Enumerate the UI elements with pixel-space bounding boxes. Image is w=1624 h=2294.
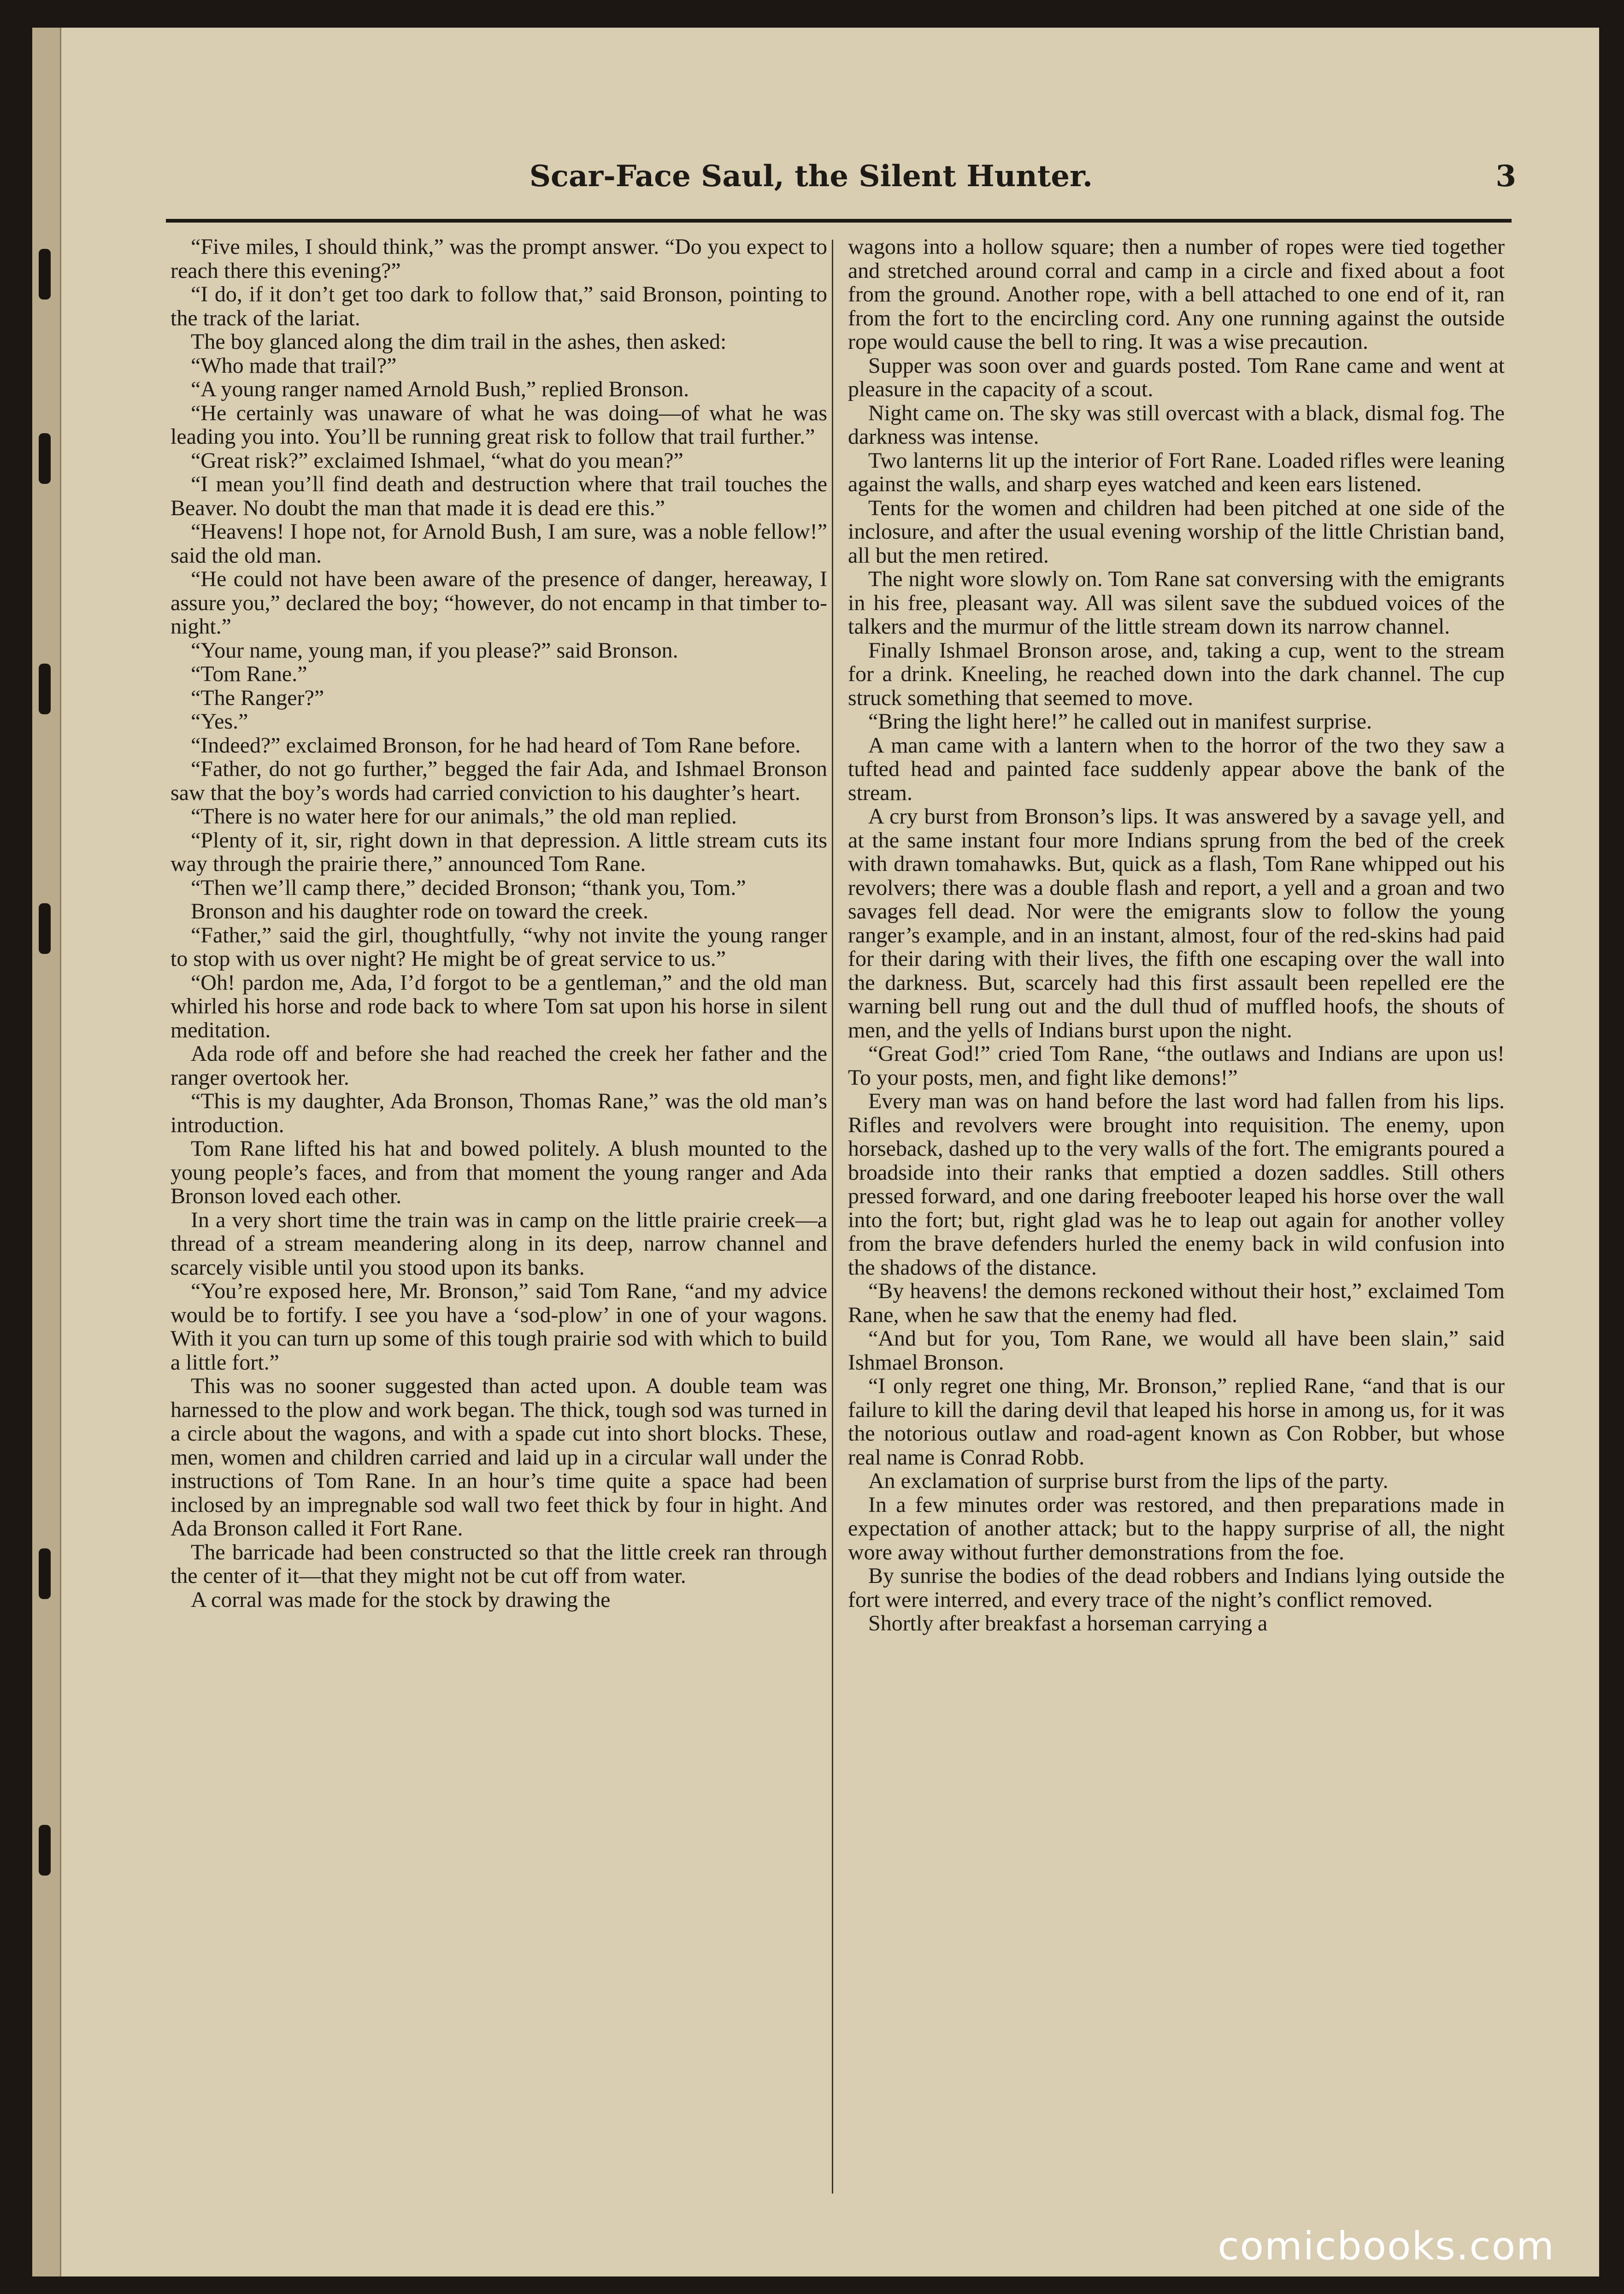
paragraph: “Heavens! I hope not, for Arnold Bush, I am sure, was a noble fellow!” said the old man. — [171, 519, 827, 568]
text-column-right — [848, 235, 1505, 2217]
paragraph: “Five miles, I should think,” was the prompt answer. “Do you expect to reach there this evening?” — [171, 235, 827, 283]
binding-stitch — [39, 903, 51, 954]
paragraph: “Great risk?” exclaimed Ishmael, “what do you mean?” — [191, 448, 683, 473]
paragraph: A corral was made for the stock by drawing the — [191, 1587, 611, 1612]
paragraph: wagons into a hollow square; then a number of ropes were tied together and stretched around corral and camp in a circle and fixed about a foot from the ground. Another rope, with a bell attached to one end of it, ran from the fort to the encircling cord. Any one running against the outside rope would cause the bell to ring. It was a wise precaution. — [848, 235, 1505, 354]
page-number: 3 — [1495, 159, 1516, 194]
paragraph: Tom Rane lifted his hat and bowed politely. A blush mounted to the young people’s faces, and from that moment the young ranger and Ada Bronson loved each other. — [171, 1136, 827, 1208]
paragraph: “Tom Rane.” — [191, 662, 307, 686]
page-header — [106, 143, 1516, 217]
paragraph: “Father, do not go further,” begged the fair Ada, and Ishmael Bronson saw that the boy’s words had carried conviction to his daughter’s heart. — [171, 757, 827, 805]
column-divider — [832, 240, 833, 2194]
paragraph: An exclamation of surprise burst from the lips of the party. — [868, 1469, 1389, 1493]
binding-stitch — [39, 664, 51, 714]
paragraph: “Father,” said the girl, thoughtfully, “why not invite the young ranger to stop with us over night? He might be of great service to us.” — [171, 923, 827, 971]
paragraph: Every man was on hand before the last word had fallen from his lips. Rifles and revolvers were brought into requisition. The enemy, upon horseback, dashed up to the very walls of the fort. The emigrants poured a broadside into their ranks that emptied a dozen saddles. Still others pressed forward, and one daring freebooter leaped his horse over the wall into the fort; but, right glad was he to leap out again for another volley from the brave defenders hurled the enemy back in wild confusion into the shadows of the distance. — [848, 1089, 1505, 1280]
binding-stitch — [39, 433, 51, 484]
binding-stitch — [39, 1825, 51, 1876]
paragraph: “I mean you’ll find death and destruction where that trail touches the Beaver. No doubt the man that made it is dead ere this.” — [171, 472, 827, 520]
paragraph: Two lanterns lit up the interior of Fort Rane. Loaded rifles were leaning against the walls, and sharp eyes watched and keen ears listened. — [848, 448, 1505, 496]
paragraph: “Oh! pardon me, Ada, I’d forgot to be a gentleman,” and the old man whirled his horse and rode back to where Tom sat upon his horse in silent meditation. — [171, 970, 827, 1042]
binding-stitch — [39, 1548, 51, 1599]
paragraph: “Your name, young man, if you please?” said Bronson. — [191, 638, 678, 663]
paragraph: “There is no water here for our animals,” the old man replied. — [191, 804, 737, 829]
paragraph: “Plenty of it, sir, right down in that depression. A little stream cuts its way through the prairie there,” announced Tom Rane. — [171, 828, 827, 876]
paragraph: In a few minutes order was restored, and then preparations made in expectation of another attack; but to the happy surprise of all, the night wore away without further demonstrations from the foe. — [848, 1492, 1505, 1565]
paragraph: The boy glanced along the dim trail in the ashes, then asked: — [191, 329, 727, 354]
text-column-left — [171, 235, 827, 2217]
paragraph: “A young ranger named Arnold Bush,” replied Bronson. — [191, 377, 689, 401]
paragraph: Bronson and his daughter rode on toward the creek. — [191, 899, 649, 923]
paragraph: Night came on. The sky was still overcast with a black, dismal fog. The darkness was intense. — [848, 400, 1505, 449]
paragraph: Supper was soon over and guards posted. Tom Rane came and went at pleasure in the capacity of a scout. — [848, 353, 1505, 401]
paragraph: “Bring the light here!” he called out in manifest surprise. — [868, 709, 1372, 734]
header-rule — [166, 219, 1512, 223]
running-title: Scar-Face Saul, the Silent Hunter. — [529, 159, 1093, 194]
paragraph: “The Ranger?” — [191, 685, 324, 710]
paragraph: “Great God!” cried Tom Rane, “the outlaws and Indians are upon us! To your posts, men, and fight like demons!” — [848, 1041, 1505, 1090]
paragraph: By sunrise the bodies of the dead robbers and Indians lying outside the fort were interred, and every trace of the night’s conflict removed. — [848, 1564, 1505, 1612]
paragraph: “This is my daughter, Ada Bronson, Thomas Rane,” was the old man’s introduction. — [171, 1089, 827, 1137]
paragraph: “I only regret one thing, Mr. Bronson,” replied Rane, “and that is our failure to kill the daring devil that leaped his horse in among us, for it was the notorious outlaw and road-agent known as Con Robber, but whose real name is Conrad Robb. — [848, 1374, 1505, 1470]
paragraph: “He could not have been aware of the presence of danger, hereaway, I assure you,” declared the boy; “however, do not encamp in that timber to-night.” — [171, 567, 827, 639]
paragraph: In a very short time the train was in camp on the little prairie creek—a thread of a stream meandering along in its deep, narrow channel and scarcely visible until you stood upon its banks. — [171, 1207, 827, 1280]
paragraph: The barricade had been constructed so that the little creek ran through the center of it—that they might not be cut off from water. — [171, 1540, 827, 1588]
paragraph: Ada rode off and before she had reached the creek her father and the ranger overtook her. — [171, 1041, 827, 1090]
paragraph: “He certainly was unaware of what he was doing—of what he was leading you into. You’ll be running great risk to follow that trail further.” — [171, 400, 827, 449]
paragraph: “Who made that trail?” — [191, 353, 397, 378]
paragraph: “And but for you, Tom Rane, we would all have been slain,” said Ishmael Bronson. — [848, 1326, 1505, 1375]
page-binding — [32, 28, 61, 2276]
paragraph: The night wore slowly on. Tom Rane sat conversing with the emigrants in his free, pleasant way. All was silent save the subdued voices of the talkers and the murmur of the little stream down its narrow channel. — [848, 567, 1505, 639]
book-page — [32, 28, 1599, 2276]
paragraph: “I do, if it don’t get too dark to follow that,” said Bronson, pointing to the track of the lariat. — [171, 282, 827, 330]
watermark: comicbooks.com — [1218, 2223, 1555, 2269]
paragraph: Tents for the women and children had been pitched at one side of the inclosure, and after the usual evening worship of the little Christian band, all but the men retired. — [848, 495, 1505, 568]
paragraph: Finally Ishmael Bronson arose, and, taking a cup, went to the stream for a drink. Kneeling, he reached down into the dark channel. The cup struck something that seemed to move. — [848, 638, 1505, 710]
paragraph: A man came with a lantern when to the horror of the two they saw a tufted head and painted face suddenly appear above the bank of the stream. — [848, 733, 1505, 805]
paragraph: This was no sooner suggested than acted upon. A double team was harnessed to the plow and work began. The thick, tough sod was turned in a circle about the wagons, and with a spade cut into short blocks. These, men, women and children carried and laid up in a circular wall under the instructions of Tom Rane. In an hour’s time quite a space had been inclosed by an impregnable sod wall two feet thick by four in hight. And Ada Bronson called it Fort Rane. — [171, 1374, 827, 1541]
paragraph: “Then we’ll camp there,” decided Bronson; “thank you, Tom.” — [191, 875, 746, 900]
paragraph: “You’re exposed here, Mr. Bronson,” said Tom Rane, “and my advice would be to fortify. I see you have a ‘sod-plow’ in one of your wagons. With it you can turn up some of this tough prairie sod with which to build a little fort.” — [171, 1279, 827, 1375]
binding-stitch — [39, 249, 51, 300]
paragraph: Shortly after breakfast a horseman carrying a — [868, 1611, 1268, 1635]
paragraph: A cry burst from Bronson’s lips. It was answered by a savage yell, and at the same instant four more Indians sprung from the bed of the creek with drawn tomahawks. But, quick as a flash, Tom Rane whipped out his revolvers; there was a double flash and report, a yell and a groan and two savages fell dead. Nor were the emigrants slow to follow the young ranger’s example, and in an instant, almost, four of the red-skins had paid for their daring with their lives, the fifth one escaping over the wall into the darkness. But, scarcely had this first assault been repelled ere the warning bell rung out and the dull thud of muffled hoofs, the shouts of men, and the yells of Indians burst upon the night. — [848, 804, 1505, 1042]
paragraph: “Indeed?” exclaimed Bronson, for he had heard of Tom Rane before. — [191, 733, 801, 758]
paragraph: “By heavens! the demons reckoned without their host,” exclaimed Tom Rane, when he saw that the enemy had fled. — [848, 1279, 1505, 1327]
paragraph: “Yes.” — [191, 709, 248, 734]
